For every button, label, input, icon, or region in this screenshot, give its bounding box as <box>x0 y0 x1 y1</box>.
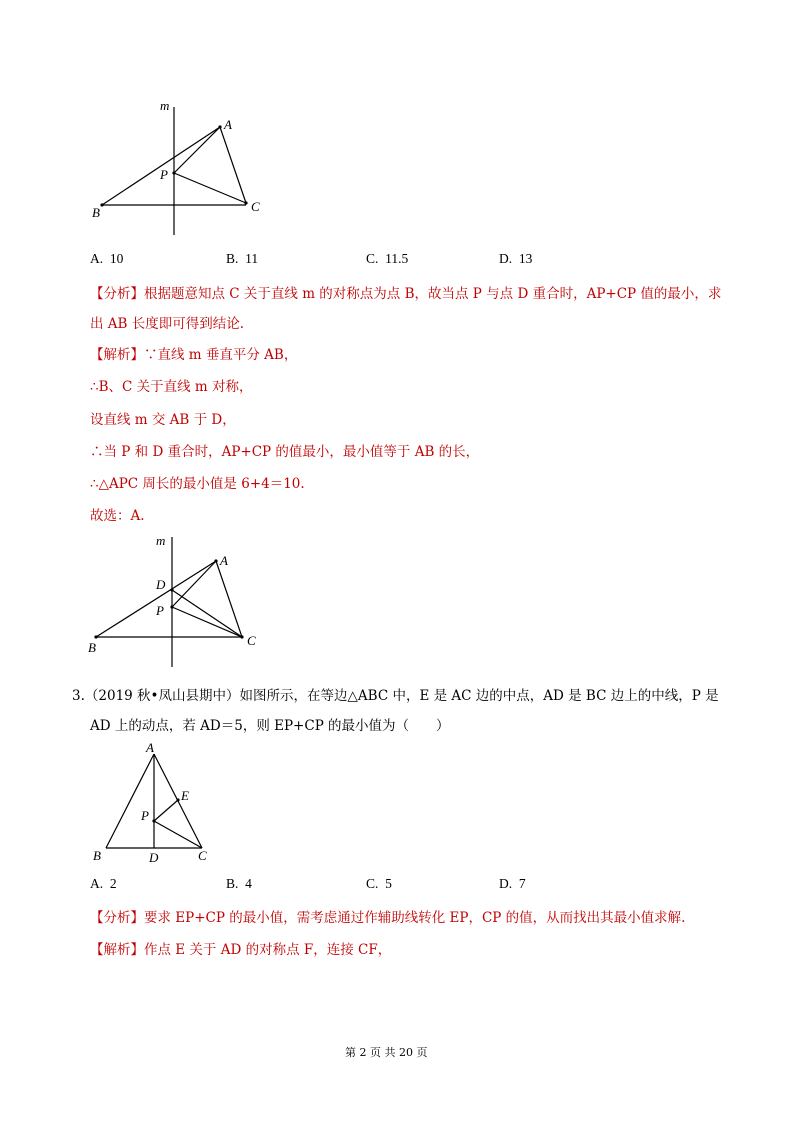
q3-solution: 【解析】作点 E 关于 AD 的对称点 F，连接 CF， <box>90 942 392 958</box>
segment-ab <box>106 754 154 848</box>
q2-option-c: C. 11.5 <box>366 251 409 266</box>
q3-option-c: C. 5 <box>366 876 392 891</box>
figure-3 <box>88 742 223 867</box>
label-b: B <box>88 640 96 655</box>
label-p: P <box>141 808 149 823</box>
segment-ba <box>96 561 216 637</box>
q3-source: （2019 秋•凤山县期中） <box>84 688 240 704</box>
q3-option-a: A. 2 <box>90 876 117 891</box>
segment-pc <box>174 173 246 203</box>
label-m: m <box>156 533 166 548</box>
label-c: C <box>247 633 256 648</box>
q2-solution-line6: 故选：A. <box>90 508 145 524</box>
q3-text-line1: 如图所示，在等边△ABC 中，E 是 AC 边的中点，AD 是 BC 边上的中线，P 是 <box>239 688 719 704</box>
q3-stem-line2: AD 上的动点，若 AD＝5，则 EP+CP 的最小值为（ ） <box>90 718 450 734</box>
segment-dc <box>172 590 242 637</box>
label-e: E <box>181 788 189 803</box>
q3-option-b: B. 4 <box>226 876 252 891</box>
page-footer: 第 2 页 共 20 页 <box>345 1046 428 1059</box>
segment-pc <box>172 607 242 637</box>
q2-option-b: B. 11 <box>226 251 259 266</box>
label-a: A <box>220 553 228 568</box>
q2-solution-line4: ∴当 P 和 D 重合时，AP+CP 的值最小，最小值等于 AB 的长， <box>90 444 480 460</box>
label-p: P <box>160 167 168 182</box>
label-b: B <box>92 205 100 220</box>
label-d: D <box>149 850 159 865</box>
label-m: m <box>160 98 170 113</box>
q2-solution-line3: 设直线 m 交 AB 于 D， <box>90 412 236 428</box>
label-p: P <box>156 603 164 618</box>
q3-option-d: D. 7 <box>499 876 526 891</box>
segment-ba <box>102 127 220 205</box>
q2-option-d: D. 13 <box>499 251 533 266</box>
q3-number: 3. <box>72 688 85 704</box>
label-d: D <box>156 577 166 592</box>
q2-analysis-line2: 出 AB 长度即可得到结论. <box>90 316 245 332</box>
q2-option-a: A. 10 <box>90 251 124 266</box>
q3-analysis: 【分析】要求 EP+CP 的最小值，需考虑通过作辅助线转化 EP，CP 的值，从而找出其最小值求解. <box>90 910 686 926</box>
q2-solution-line2: ∴B、C 关于直线 m 对称， <box>90 379 253 395</box>
label-b: B <box>93 848 101 863</box>
figure-2 <box>86 533 266 673</box>
label-c: C <box>251 199 260 214</box>
segment-ac <box>220 127 246 203</box>
q3-stem-line1 <box>72 686 719 706</box>
label-a: A <box>224 117 232 132</box>
q2-solution-line1: 【解析】∵直线 m 垂直平分 AB， <box>90 347 298 363</box>
segment-ac <box>216 561 242 637</box>
q2-solution-line5: ∴△APC 周长的最小值是 6+4＝10. <box>90 476 305 492</box>
q2-analysis-line1: 【分析】根据题意知点 C 关于直线 m 的对称点为点 B，故当点 P 与点 D 重合时，AP+CP 值的最小，求 <box>90 286 722 302</box>
segment-ap <box>174 127 220 173</box>
segment-pe <box>154 800 178 821</box>
label-c: C <box>198 848 207 863</box>
label-a: A <box>146 742 154 755</box>
figure-1 <box>88 95 268 240</box>
